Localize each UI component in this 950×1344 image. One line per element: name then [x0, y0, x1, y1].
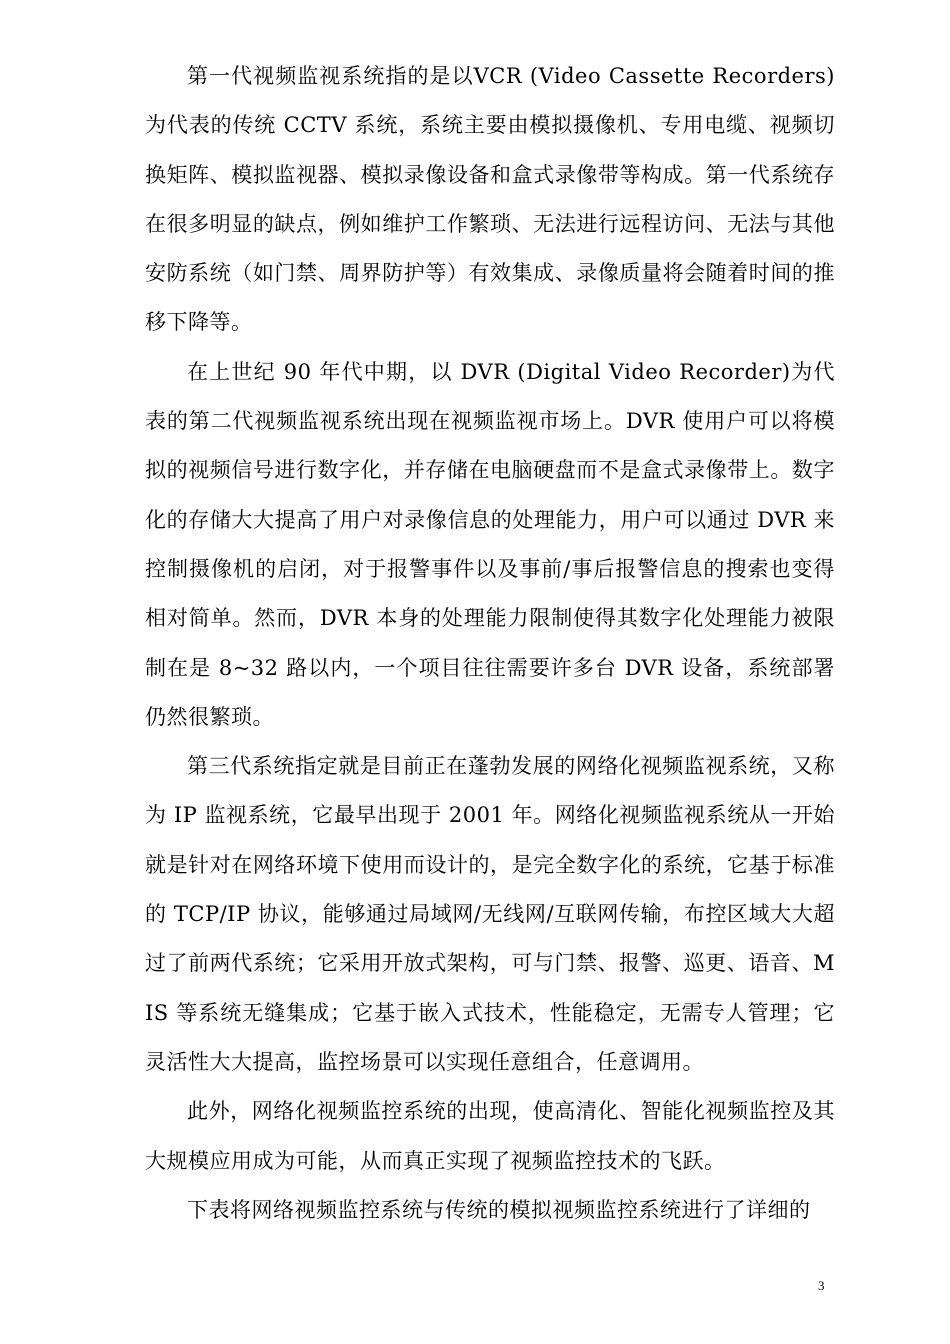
paragraph-first-generation: 第一代视频监视系统指的是以VCR (Video Cassette Recorders)为代表的传统 CCTV 系统，系统主要由模拟摄像机、专用电缆、视频切换矩阵、模拟监视器、模拟录像设备和盒式录像带等构成。第一代系统存在很多明显的缺点，例如维护工作繁琐、无法进行远程访问、无法与其他安防系统（如门禁、周界防护等）有效集成、录像质量将会随着时间的推移下降等。 — [145, 64, 835, 335]
page-number: 3 — [818, 1278, 825, 1293]
paragraph-third-generation: 第三代系统指定就是目前正在蓬勃发展的网络化视频监视系统，又称为 IP 监视系统，它最早出现于 2001 年。网络化视频监视系统从一开始就是针对在网络环境下使用而设计的，是完全数字化的系统，它基于标准的 TCP/IP 协议，能够通过局域网/无线网/互联网传输，布控区域大大超过了前两代系统；它采用开放式架构，可与门禁、报警、巡更、语音、MIS 等系统无缝集成；它基于嵌入式技术，性能稳定，无需专人管理；它灵活性大大提高，监控场景可以实现任意组合，任意调用。 — [145, 754, 835, 1074]
paragraph-second-generation: 在上世纪 90 年代中期，以 DVR (Digital Video Recorder)为代表的第二代视频监视系统出现在视频监视市场上。DVR 使用户可以将模拟的视频信号进行数字化，并存储在电脑硬盘而不是盒式录像带上。数字化的存储大大提高了用户对录像信息的处理能力，用户可以通过 DVR 来控制摄像机的启闭，对于报警事件以及事前/事后报警信息的搜索也变得相对简单。然而，DVR 本身的处理能力限制使得其数字化处理能力被限制在是 8~32 路以内，一个项目往往需要许多台 DVR 设备，系统部署仍然很繁琐。 — [145, 359, 835, 729]
paragraph-network-advantages: 此外，网络化视频监控系统的出现，使高清化、智能化视频监控及其大规模应用成为可能，从而真正实现了视频监控技术的飞跃。 — [145, 1099, 835, 1173]
paragraph-table-intro: 下表将网络视频监控系统与传统的模拟视频监控系统进行了详细的 — [187, 1197, 811, 1222]
body-text — [145, 52, 835, 1235]
